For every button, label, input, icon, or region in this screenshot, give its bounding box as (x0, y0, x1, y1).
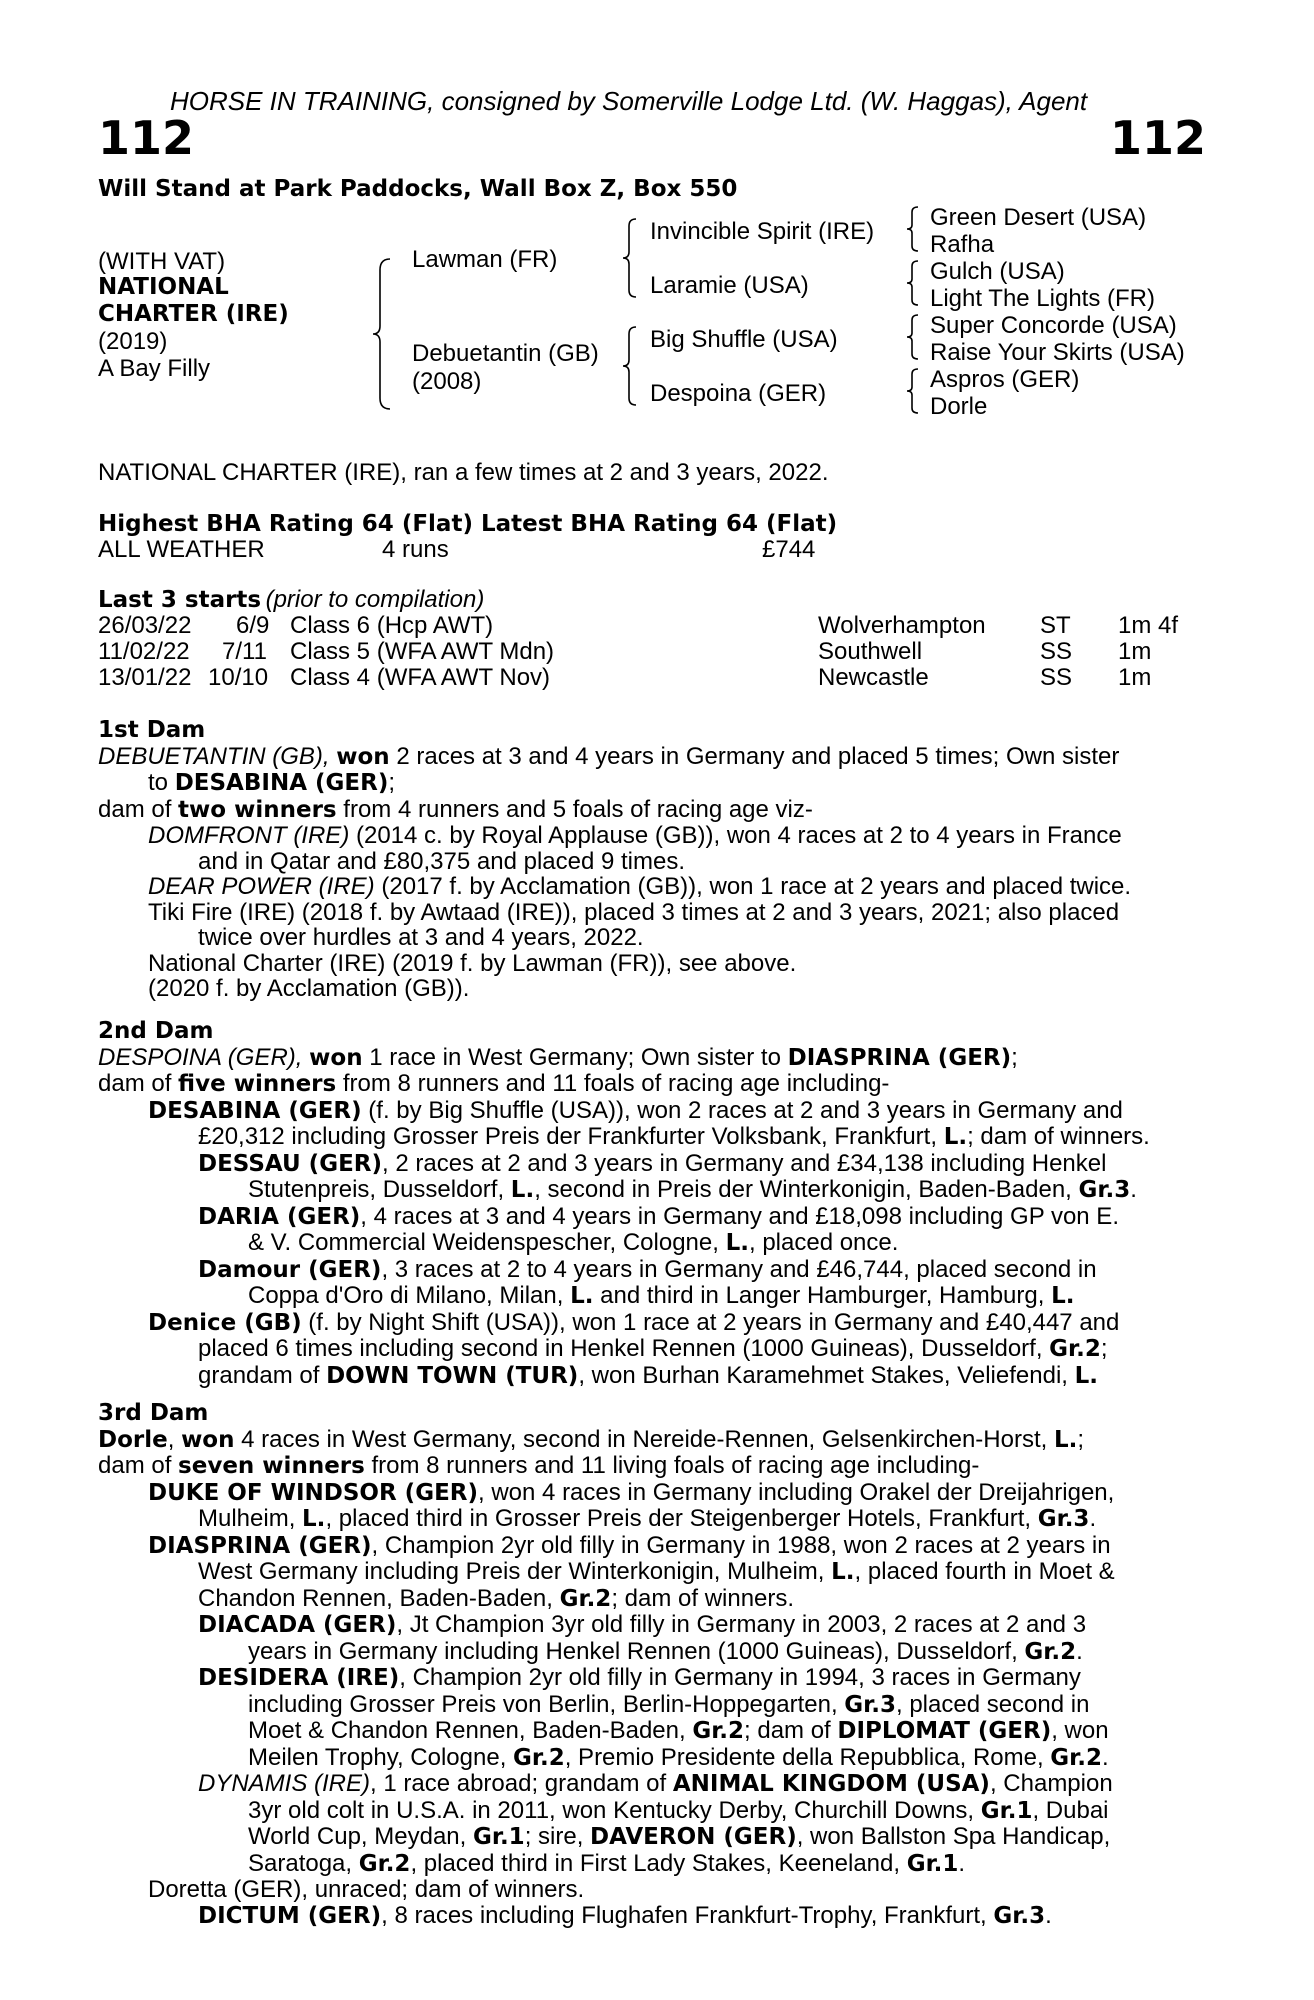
row-course: Southwell (818, 638, 923, 665)
text: , 8 races including Flughafen Frankfurt-Trophy, Frankfurt, (381, 1901, 994, 1929)
text: , second in Preis der Winterkonigin, Baden-Baden, (534, 1176, 1079, 1203)
progeny-name: DUKE OF WINDSOR (GER) (148, 1479, 479, 1506)
row-distance: 1m (1118, 664, 1152, 691)
sire-dam: Laramie (USA) (650, 272, 809, 299)
progeny-name: DESIDERA (IRE) (198, 1665, 400, 1691)
text: ; dam of (744, 1717, 838, 1744)
text: 3yr old colt in U.S.A. in 2011, won Kentucky Derby, Churchill Downs, (248, 1796, 981, 1824)
last-starts-note: (prior to compilation) (265, 586, 485, 613)
grade-label: Gr.1 (906, 1850, 959, 1877)
winners-count: two winners (178, 796, 337, 823)
text: from 8 runners and 11 living foals of racing age including- (364, 1452, 980, 1479)
row-position: 6/9 (236, 612, 270, 639)
text: years in Germany including Henkel Rennen (1000 Guineas), Dusseldorf, (248, 1637, 1025, 1665)
progeny-record: , Champion 2yr old filly in Germany in 1988, won 2 races at 2 years in (371, 1531, 1111, 1559)
text: dam of (98, 1070, 179, 1097)
text: from 4 runners and 5 foals of racing age viz- (336, 795, 813, 823)
won-label: won (309, 1044, 363, 1071)
dam-name: DEBUETANTIN (GB), (98, 742, 337, 770)
progeny-name: DIACADA (GER) (198, 1612, 397, 1638)
row-position: 10/10 (208, 664, 269, 691)
ratings-earnings: £744 (762, 536, 816, 563)
venue-line: Will Stand at Park Paddocks, Wall Box Z, Box 550 (98, 176, 738, 202)
grade-label: Gr.3 (844, 1691, 896, 1718)
dam-record: 2 races at 3 and 4 years in Germany and placed 5 times; Own sister (389, 742, 1120, 770)
ancestor-green-desert: Green Desert (USA) (930, 204, 1147, 231)
text: . (958, 1849, 966, 1877)
won-label: won (181, 1426, 235, 1453)
progeny-name: ANIMAL KINGDOM (USA) (672, 1771, 990, 1797)
sister-name: DIASPRINA (GER) (787, 1044, 1012, 1071)
grade-label: L. (725, 1230, 749, 1256)
text: , Premio Presidente della Repubblica, Rome, (564, 1743, 1051, 1771)
progeny-record: , 3 races at 2 to 4 years in Germany and £46,744, placed second in (381, 1255, 1097, 1283)
grade-label: Gr.2 (1049, 1336, 1101, 1362)
lot-number-left: 112 (98, 111, 195, 165)
text: ; (1077, 1425, 1085, 1453)
bha-ratings: Highest BHA Rating 64 (Flat) Latest BHA Rating 64 (Flat) (98, 511, 838, 537)
text: . (1101, 1743, 1109, 1771)
text: Chandon Rennen, Baden-Baden, (198, 1584, 560, 1612)
text: ; (388, 769, 395, 796)
dam-name: Dorle (98, 1426, 168, 1453)
sire-sire: Invincible Spirit (IRE) (650, 218, 875, 245)
grade-label: L. (570, 1283, 594, 1309)
winners-count: seven winners (178, 1453, 365, 1479)
last-starts-title: Last 3 starts (98, 587, 262, 613)
vat-label: (WITH VAT) (98, 248, 226, 275)
text: , placed third in First Lady Stakes, Keeneland, (410, 1849, 907, 1877)
dam-sire: Big Shuffle (USA) (650, 326, 838, 353)
text: £20,312 including Grosser Preis der Frankfurter Volksbank, Frankfurt, (198, 1123, 944, 1150)
grade-label: Gr.2 (513, 1744, 565, 1771)
text: . (1089, 1505, 1097, 1532)
grade-label: L. (302, 1506, 326, 1532)
progeny-record: (2014 c. by Royal Applause (GB)), won 4 races at 2 to 4 years in France (349, 822, 1122, 849)
grade-label: Gr.2 (692, 1718, 745, 1744)
text: ; (1100, 1335, 1108, 1362)
progeny-record: and in Qatar and £80,375 and placed 9 times. (198, 847, 686, 875)
progeny-name: Damour (GER) (198, 1256, 382, 1283)
text: , placed fourth in Moet & (854, 1558, 1115, 1585)
progeny-record: Doretta (GER), unraced; dam of winners. (148, 1876, 585, 1903)
progeny-name: DESABINA (GER) (148, 1097, 362, 1124)
text: 1 race in West Germany; Own sister to (362, 1043, 788, 1071)
dam-name: Debuetantin (GB) (412, 340, 599, 367)
ancestor-light-the-lights: Light The Lights (FR) (930, 285, 1155, 312)
grade-label: Gr.3 (993, 1902, 1046, 1929)
row-course: Wolverhampton (818, 612, 986, 639)
text: ; dam of winners. (967, 1123, 1150, 1150)
row-race: Class 4 (WFA AWT Nov) (290, 664, 551, 691)
ancestor-gulch: Gulch (USA) (930, 258, 1065, 285)
second-dam-section (98, 1018, 1150, 1389)
text: . (1076, 1637, 1083, 1665)
consignment-line: HORSE IN TRAINING, consigned by Somerville Lodge Ltd. (W. Haggas), Agent (170, 86, 1088, 116)
text: to (148, 769, 175, 796)
horse-description: A Bay Filly (98, 355, 211, 382)
progeny-record: (2020 f. by Acclamation (GB)). (148, 975, 470, 1002)
grade-label: Gr.3 (1078, 1177, 1131, 1203)
grade-label: Gr.1 (473, 1824, 525, 1850)
horse-name-line2: CHARTER (IRE) (98, 301, 289, 327)
ancestor-super-concorde: Super Concorde (USA) (930, 312, 1177, 339)
row-distance: 1m 4f (1118, 612, 1179, 639)
row-race: Class 5 (WFA AWT Mdn) (290, 638, 555, 665)
progeny-name: Denice (GB) (148, 1309, 302, 1336)
text: , Champion (989, 1770, 1113, 1797)
text: , (167, 1425, 182, 1453)
brace-g3 (906, 314, 920, 360)
first-dam-section (98, 717, 1131, 1002)
progeny-record: National Charter (IRE) (2019 f. by Lawman (FR)), see above. (148, 949, 797, 977)
text: ; (1011, 1043, 1018, 1071)
lot-number-right: 112 (1109, 111, 1206, 165)
grade-label: Gr.2 (358, 1850, 411, 1877)
grade-label: Gr.2 (1050, 1744, 1102, 1771)
progeny-name: DOWN TOWN (TUR) (326, 1362, 579, 1389)
grade-label: L. (831, 1559, 855, 1585)
progeny-record: , won 4 races in Germany including Orakel der Dreijahrigen, (478, 1478, 1115, 1506)
grade-label: Gr.1 (980, 1797, 1033, 1824)
row-race: Class 6 (Hcp AWT) (290, 612, 494, 639)
dam-year: (2008) (412, 368, 482, 395)
grade-label: Gr.3 (1037, 1506, 1090, 1532)
progeny-record: , Champion 2yr old filly in Germany in 1994, 3 races in Germany (399, 1664, 1081, 1691)
brace-dam (622, 326, 638, 406)
text: grandam of (198, 1361, 327, 1389)
progeny-record: Tiki Fire (IRE) (2018 f. by Awtaad (IRE)), placed 3 times at 2 and 3 years, 2021; also placed (148, 898, 1120, 926)
text: World Cup, Meydan, (248, 1823, 473, 1850)
ratings-runs: 4 runs (382, 536, 449, 563)
row-position: 7/11 (222, 638, 267, 665)
text: Saratoga, (248, 1849, 359, 1877)
text: Stutenpreis, Dusseldorf, (248, 1176, 511, 1203)
won-label: won (336, 743, 390, 770)
race-summary: NATIONAL CHARTER (IRE), ran a few times at 2 and 3 years, 2022. (98, 459, 829, 486)
row-surface: SS (1040, 638, 1073, 665)
grade-label: L. (1053, 1426, 1078, 1453)
grade-label: Gr.2 (559, 1585, 612, 1612)
text: 4 races in West Germany, second in Nereide-Rennen, Gelsenkirchen-Horst, (234, 1425, 1054, 1453)
sister-name: DESABINA (GER) (174, 770, 389, 796)
grade-label: L. (943, 1124, 968, 1150)
brace-g2 (906, 260, 920, 306)
progeny-name: DICTUM (GER) (198, 1902, 382, 1929)
progeny-record: (f. by Big Shuffle (USA)), won 2 races at 2 and 3 years in Germany and (361, 1096, 1123, 1124)
progeny-record: , 2 races at 2 and 3 years in Germany and £34,138 including Henkel (382, 1149, 1107, 1177)
text: placed 6 times including second in Henkel Rennen (1000 Guineas), Dusseldorf, (198, 1335, 1050, 1362)
ancestor-rafha: Rafha (930, 231, 995, 258)
progeny-record: (2017 f. by Acclamation (GB)), won 1 race at 2 years and placed twice. (374, 873, 1132, 900)
progeny-name: DYNAMIS (IRE) (198, 1770, 371, 1797)
progeny-name: DOMFRONT (IRE) (148, 822, 350, 849)
text: dam of (98, 795, 179, 823)
progeny-name: DIPLOMAT (GER) (837, 1718, 1052, 1744)
text: Mulheim, (198, 1505, 303, 1532)
grade-label: L. (1051, 1283, 1075, 1309)
text: Moet & Chandon Rennen, Baden-Baden, (248, 1717, 693, 1744)
text: Meilen Trophy, Cologne, (248, 1743, 514, 1771)
text: West Germany including Preis der Winterkonigin, Mulheim, (198, 1558, 832, 1585)
text: from 8 runners and 11 foals of racing age including- (336, 1070, 890, 1097)
ancestor-dorle: Dorle (930, 393, 988, 420)
progeny-record: , Jt Champion 3yr old filly in Germany in 2003, 2 races at 2 and 3 (396, 1611, 1087, 1638)
grade-label: L. (1074, 1362, 1099, 1389)
ratings-surface: ALL WEATHER (98, 536, 265, 563)
text: , placed third in Grosser Preis der Steigenberger Hotels, Frankfurt, (325, 1505, 1038, 1532)
text: , won Ballston Spa Handicap, (796, 1823, 1111, 1850)
text: . (1045, 1901, 1052, 1929)
row-distance: 1m (1118, 638, 1152, 665)
text: , 1 race abroad; grandam of (370, 1770, 673, 1797)
first-dam-heading: 1st Dam (98, 717, 206, 743)
second-dam-heading: 2nd Dam (98, 1018, 214, 1044)
third-dam-section (98, 1400, 1115, 1929)
text: , Dubai (1032, 1796, 1109, 1824)
brace-main (372, 258, 394, 410)
dam-name: DESPOINA (GER), (98, 1043, 310, 1071)
sire-name: Lawman (FR) (412, 246, 558, 273)
horse-name-line1: NATIONAL (98, 274, 229, 300)
third-dam-heading: 3rd Dam (98, 1400, 209, 1426)
progeny-name: DEAR POWER (IRE) (148, 873, 375, 900)
text: . (1130, 1176, 1137, 1203)
ancestor-aspros: Aspros (GER) (930, 366, 1080, 393)
brace-g1 (906, 206, 920, 252)
text: including Grosser Preis von Berlin, Berlin-Hoppegarten, (248, 1690, 845, 1718)
row-surface: ST (1040, 612, 1071, 639)
text: , placed second in (895, 1690, 1090, 1718)
text: dam of (98, 1452, 179, 1479)
progeny-name: DIASPRINA (GER) (148, 1532, 372, 1559)
row-date: 26/03/22 (98, 612, 192, 639)
text: & V. Commercial Weidenspescher, Cologne, (248, 1229, 726, 1256)
progeny-name: DAVERON (GER) (590, 1824, 797, 1850)
brace-g4 (906, 368, 920, 414)
progeny-name: DESSAU (GER) (198, 1150, 382, 1177)
row-course: Newcastle (818, 664, 929, 691)
winners-count: five winners (178, 1071, 337, 1097)
progeny-record: (f. by Night Shift (USA)), won 1 race at 2 years in Germany and £40,447 and (301, 1308, 1120, 1336)
dam-dam: Despoina (GER) (650, 380, 827, 407)
horse-year: (2019) (98, 328, 168, 355)
progeny-record: twice over hurdles at 3 and 4 years, 2022. (198, 924, 644, 951)
grade-label: Gr.2 (1024, 1638, 1077, 1665)
text: , won Burhan Karamehmet Stakes, Veliefendi, (578, 1361, 1075, 1389)
progeny-record: , 4 races at 3 and 4 years in Germany and £18,098 including GP von E. (360, 1202, 1119, 1230)
text: , won (1051, 1717, 1109, 1744)
progeny-name: DARIA (GER) (198, 1203, 361, 1230)
text: ; sire, (524, 1823, 591, 1850)
ancestor-raise-your-skirts: Raise Your Skirts (USA) (930, 339, 1185, 366)
text: and third in Langer Hamburger, Hamburg, (593, 1282, 1052, 1309)
row-date: 11/02/22 (98, 638, 190, 665)
grade-label: L. (510, 1177, 535, 1203)
row-date: 13/01/22 (98, 664, 192, 691)
text: , placed once. (748, 1229, 899, 1256)
row-surface: SS (1040, 664, 1073, 691)
brace-sire (622, 218, 638, 298)
text: ; dam of winners. (611, 1584, 795, 1612)
text: Coppa d'Oro di Milano, Milan, (248, 1282, 571, 1309)
